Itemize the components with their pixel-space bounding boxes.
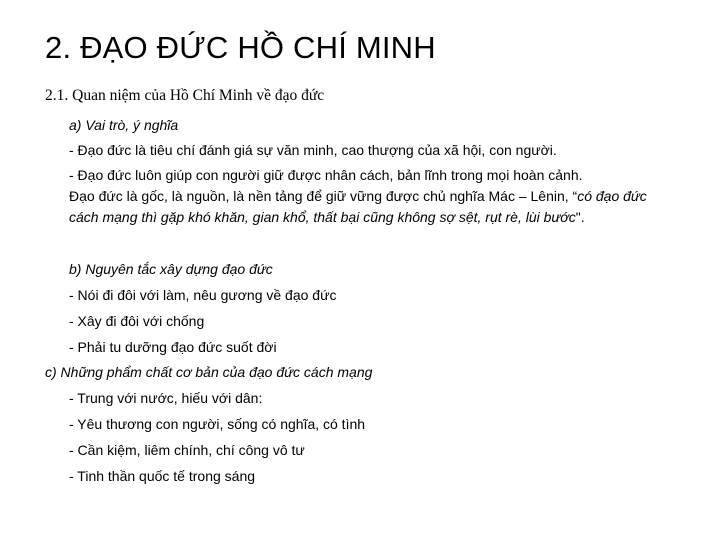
c-item-3: - Cần kiệm, liêm chính, chí công vô tư [69, 442, 305, 458]
c-item-4: - Tinh thần quốc tế trong sáng [69, 468, 256, 484]
section-a-heading: a) Vai trò, ý nghĩa [69, 117, 179, 133]
a-paragraph [69, 186, 679, 227]
slide-title: 2. ĐẠO ĐỨC HỒ CHÍ MINH [45, 30, 436, 65]
a-paragraph-quote: có đạo đức cách mạng thì gặp khó khăn, gian khổ, thất bại cũng không sợ sệt, rụt rè, lùi bước [69, 188, 647, 225]
a-paragraph-lead: Đạo đức là gốc, là nguồn, là nền tảng để giữ vững được chủ nghĩa Mác – Lênin, “ [69, 188, 578, 204]
a-item-2: - Đạo đức luôn giúp con người giữ được nhân cách, bản lĩnh trong mọi hoàn cảnh. [69, 167, 583, 183]
c-item-2: - Yêu thương con người, sống có nghĩa, có tình [69, 416, 366, 432]
b-item-1: - Nói đi đôi với làm, nêu gương về đạo đức [69, 287, 337, 303]
slide-subtitle: 2.1. Quan niệm của Hồ Chí Minh về đạo đức [45, 87, 325, 104]
section-b-heading: b) Nguyên tắc xây dựng đạo đức [69, 261, 273, 277]
a-paragraph-end: ". [575, 208, 585, 225]
b-item-2: - Xây đi đôi với chống [69, 313, 205, 329]
a-item-1: - Đạo đức là tiêu chí đánh giá sự văn minh, cao thượng của xã hội, con người. [69, 142, 557, 158]
section-c-heading: c) Những phẩm chất cơ bản của đạo đức cách mạng [45, 364, 373, 380]
c-item-1: - Trung với nước, hiếu với dân: [69, 390, 263, 406]
b-item-3: - Phải tu dưỡng đạo đức suốt đời [69, 339, 277, 355]
